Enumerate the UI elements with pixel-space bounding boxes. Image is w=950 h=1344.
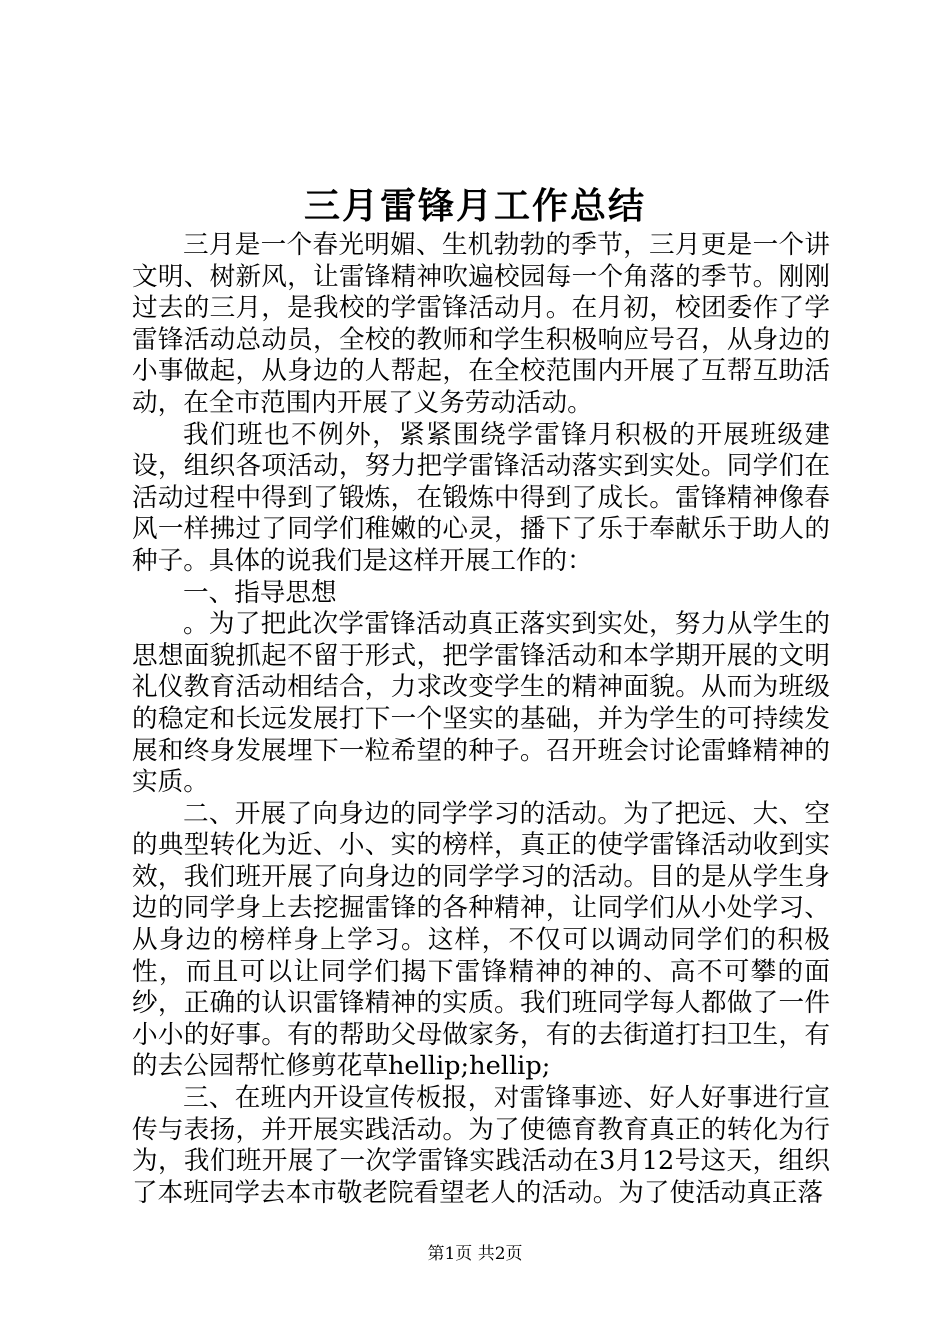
paragraph: 三、在班内开设宣传板报，对雷锋事迹、好人好事进行宣传与表扬，并开展实践活动。为了使德育教育真正的转化为行为，我们班开展了一次学雷锋实践活动在3月12号这天，组织了本班同学去本市敬老院看望老人的活动。为了使活动真正落 [132,1083,830,1208]
page-footer: 第1页 共2页 [427,1244,523,1264]
paragraph: 。为了把此次学雷锋活动真正落实到实处，努力从学生的思想面貌抓起不留于形式，把学雷锋活动和本学期开展的文明礼仪教育活动相结合，力求改变学生的精神面貌。从而为班级的稳定和长远发展打下一个坚实的基础，并为学生的可持续发展和终身发展埋下一粒希望的种子。召开班会讨论雷蜂精神的实质。 [132,609,830,798]
paragraph: 三月是一个春光明媚、生机勃勃的季节，三月更是一个讲文明、树新风，让雷锋精神吹遍校园每一个角落的季节。刚刚过去的三月，是我校的学雷锋活动月。在月初，校团委作了学雷锋活动总动员，全校的教师和学生积极响应号召，从身边的小事做起，从身边的人帮起，在全校范围内开展了互帮互助活动，在全市范围内开展了义务劳动活动。 [132,230,830,418]
document-body [132,230,830,1209]
paragraph: 我们班也不例外，紧紧围绕学雷锋月积极的开展班级建设，组织各项活动，努力把学雷锋活动落实到实处。同学们在活动过程中得到了锻炼，在锻炼中得到了成长。雷锋精神像春风一样拂过了同学们稚嫩的心灵，播下了乐于奉献乐于助人的种子。具体的说我们是这样开展工作的： [132,419,830,576]
document-title: 三月雷锋月工作总结 [303,185,646,227]
section-heading: 一、指导思想 [183,577,337,608]
paragraph: 二、开展了向身边的同学学习的活动。为了把远、大、空的典型转化为近、小、实的榜样，真正的使学雷锋活动收到实效，我们班开展了向身边的同学学习的活动。目的是从学生身边的同学身上去挖掘雷锋的各种精神，让同学们从小处学习、从身边的榜样身上学习。这样，不仅可以调动同学们的积极性，而且可以让同学们揭下雷锋精神的神的、高不可攀的面纱，正确的认识雷锋精神的实质。我们班同学每人都做了一件小小的好事。有的帮助父母做家务，有的去街道打扫卫生，有的去公园帮忙修剪花草hellip;hellip; [132,798,830,1082]
